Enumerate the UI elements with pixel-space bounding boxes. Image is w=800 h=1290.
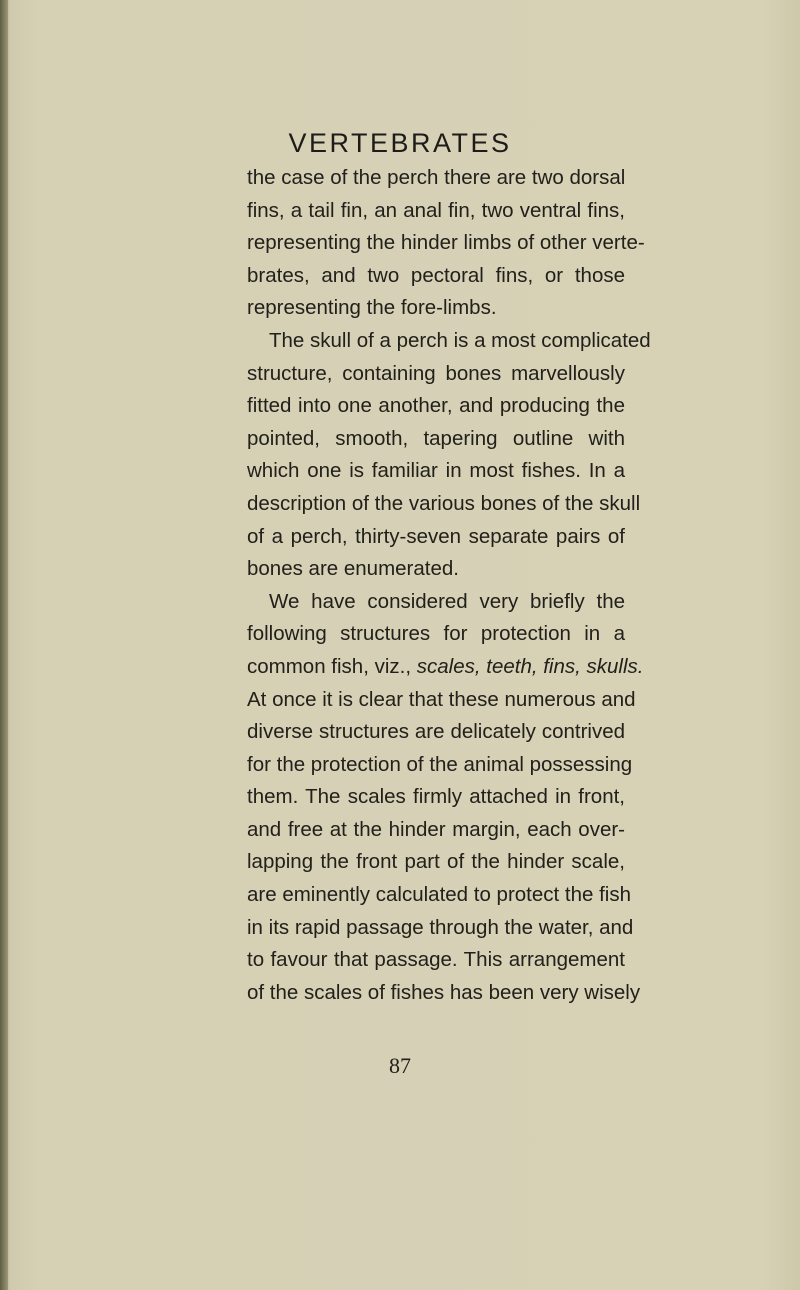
text-line: fitted into one another, and producing the: [247, 394, 625, 418]
text-line: description of the various bones of the skull: [247, 491, 641, 515]
text-line: At once it is clear that these numerous and: [247, 687, 636, 711]
text-line: lapping the front part of the hinder scale,: [247, 850, 625, 874]
page-number: 87: [389, 1053, 411, 1078]
text-line: The skull of a perch is a most complicated: [269, 328, 651, 352]
text-line: fins, a tail fin, an anal fin, two ventral fins,: [247, 198, 625, 222]
text-line: structure, containing bones marvellously: [247, 361, 625, 385]
text-line: them. The scales firmly attached in front,: [247, 785, 625, 809]
text-line: bones are enumerated.: [247, 557, 459, 581]
text-line: We have considered very briefly the: [269, 589, 625, 613]
text-line: pointed, smooth, tapering outline with: [247, 426, 625, 450]
text-line: following structures for protection in a: [247, 622, 625, 646]
text-line: representing the hinder limbs of other verte-: [247, 231, 645, 255]
text-line: are eminently calculated to protect the fish: [247, 883, 632, 907]
text-line: representing the fore-limbs.: [247, 296, 497, 320]
text-line: which one is familiar in most fishes. In a: [247, 459, 625, 483]
running-head: VERTEBRATES: [288, 128, 512, 158]
text-line: diverse structures are delicately contrived: [247, 720, 625, 744]
text-line: in its rapid passage through the water, and: [247, 915, 634, 939]
text-fragment: common fish, viz.,: [247, 654, 412, 678]
text-line: the case of the perch there are two dorsal: [247, 166, 626, 189]
italic-list: scales, teeth, fins, skulls.: [416, 654, 644, 678]
text-line: brates, and two pectoral fins, or those: [247, 263, 625, 287]
text-line: for the protection of the animal possessing: [247, 752, 633, 776]
text-line: of the scales of fishes has been very wisely: [247, 980, 641, 1004]
text-line: of a perch, thirty-seven separate pairs of: [247, 524, 625, 548]
text-line: to favour that passage. This arrangement: [247, 948, 625, 972]
text-line-with-italics: [247, 651, 644, 684]
body-text: [247, 162, 651, 1009]
text-line: and free at the hinder margin, each over-: [247, 817, 625, 841]
page-gutter-shadow: [0, 0, 8, 1290]
